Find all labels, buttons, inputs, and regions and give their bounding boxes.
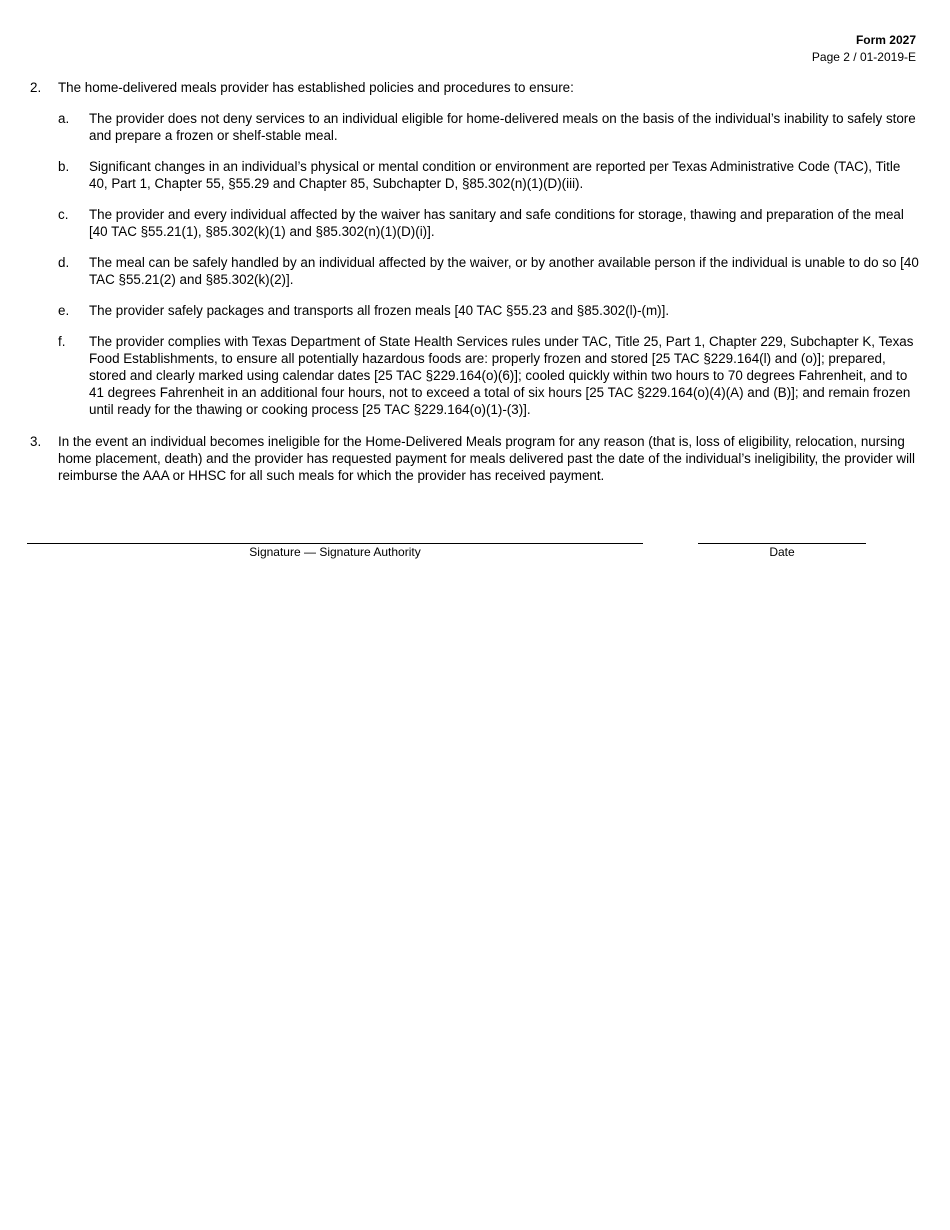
list-item-text: Significant changes in an individual’s physical or mental condition or environment are reported per Texas Administrative Code (TAC), Title 40, Part 1, Chapter 55, §55.29 and Chapter 85, Subchapter D, §85.302(n)(1)(D)(iii). bbox=[89, 159, 901, 191]
section-3 bbox=[30, 433, 920, 484]
list-item-text: The provider safely packages and transports all frozen meals [40 TAC §55.23 and §85.302(l)-(m)]. bbox=[89, 303, 670, 318]
list-item-letter: a. bbox=[58, 111, 70, 126]
section-3-text: In the event an individual becomes ineligible for the Home-Delivered Meals program for any reason (that is, loss of eligibility, relocation, nursing home placement, death) and the provider has requested payment for meals delivered past the date of the individual’s ineligibility, the provider will reimburse the AAA or HHSC for all such meals for which the provider has received payment. bbox=[58, 434, 915, 483]
page-info: Page 2 / 01-2019-E bbox=[811, 50, 916, 64]
list-item-c bbox=[58, 206, 920, 240]
list-item-letter: e. bbox=[58, 303, 70, 318]
section-2 bbox=[30, 79, 920, 418]
date-line[interactable] bbox=[698, 543, 866, 559]
list-item-letter: d. bbox=[58, 255, 70, 270]
list-item-text: The provider complies with Texas Department of State Health Services rules under TAC, Title 25, Part 1, Chapter 229, Subchapter K, Texas Food Establishments, to ensure all potentially hazardous foods are: properly frozen and stored [25 TAC §229.164(l) and (o)]; prepared, stored and clearly marked using calendar dates [25 TAC §229.164(o)(6)]; cooled quickly within two hours to 70 degrees Fahrenheit, and to 41 degrees Fahrenheit in an additional four hours, not to exceed a total of six hours [25 TAC §229.164(o)(4)(A) and (B)]; and remain frozen until ready for the thawing or cooking process [25 TAC §229.164(o)(1)-(3)]. bbox=[89, 334, 914, 417]
form-body bbox=[30, 79, 920, 484]
section-2-list bbox=[58, 110, 920, 418]
list-item-f bbox=[58, 333, 920, 418]
list-item-text: The provider and every individual affected by the waiver has sanitary and safe conditions for storage, thawing and preparation of the meal [40 TAC §55.21(1), §85.302(k)(1) and §85.302(n)(1)(D)(i)]. bbox=[89, 207, 904, 239]
list-item-letter: c. bbox=[58, 207, 69, 222]
list-item-letter: b. bbox=[58, 159, 70, 174]
list-item-a bbox=[58, 110, 920, 144]
date-label: Date bbox=[769, 545, 795, 559]
signature-label: Signature — Signature Authority bbox=[249, 545, 421, 559]
list-item-letter: f. bbox=[58, 334, 66, 349]
list-item-e bbox=[58, 302, 920, 319]
list-item-b bbox=[58, 158, 920, 192]
list-item-text: The provider does not deny services to an individual eligible for home-delivered meals on the basis of the individual’s inability to safely store and prepare a frozen or shelf-stable meal. bbox=[89, 111, 916, 143]
list-item-text: The meal can be safely handled by an individual affected by the waiver, or by another available person if the individual is unable to do so [40 TAC §55.21(2) and §85.302(k)(2)]. bbox=[89, 255, 919, 287]
signature-line[interactable] bbox=[27, 543, 643, 559]
form-header bbox=[812, 32, 916, 66]
section-2-number: 2. bbox=[30, 80, 42, 95]
section-3-number: 3. bbox=[30, 434, 42, 449]
form-number: Form 2027 bbox=[855, 33, 916, 47]
list-item-d bbox=[58, 254, 920, 288]
section-2-intro: The home-delivered meals provider has established policies and procedures to ensure: bbox=[58, 80, 574, 95]
